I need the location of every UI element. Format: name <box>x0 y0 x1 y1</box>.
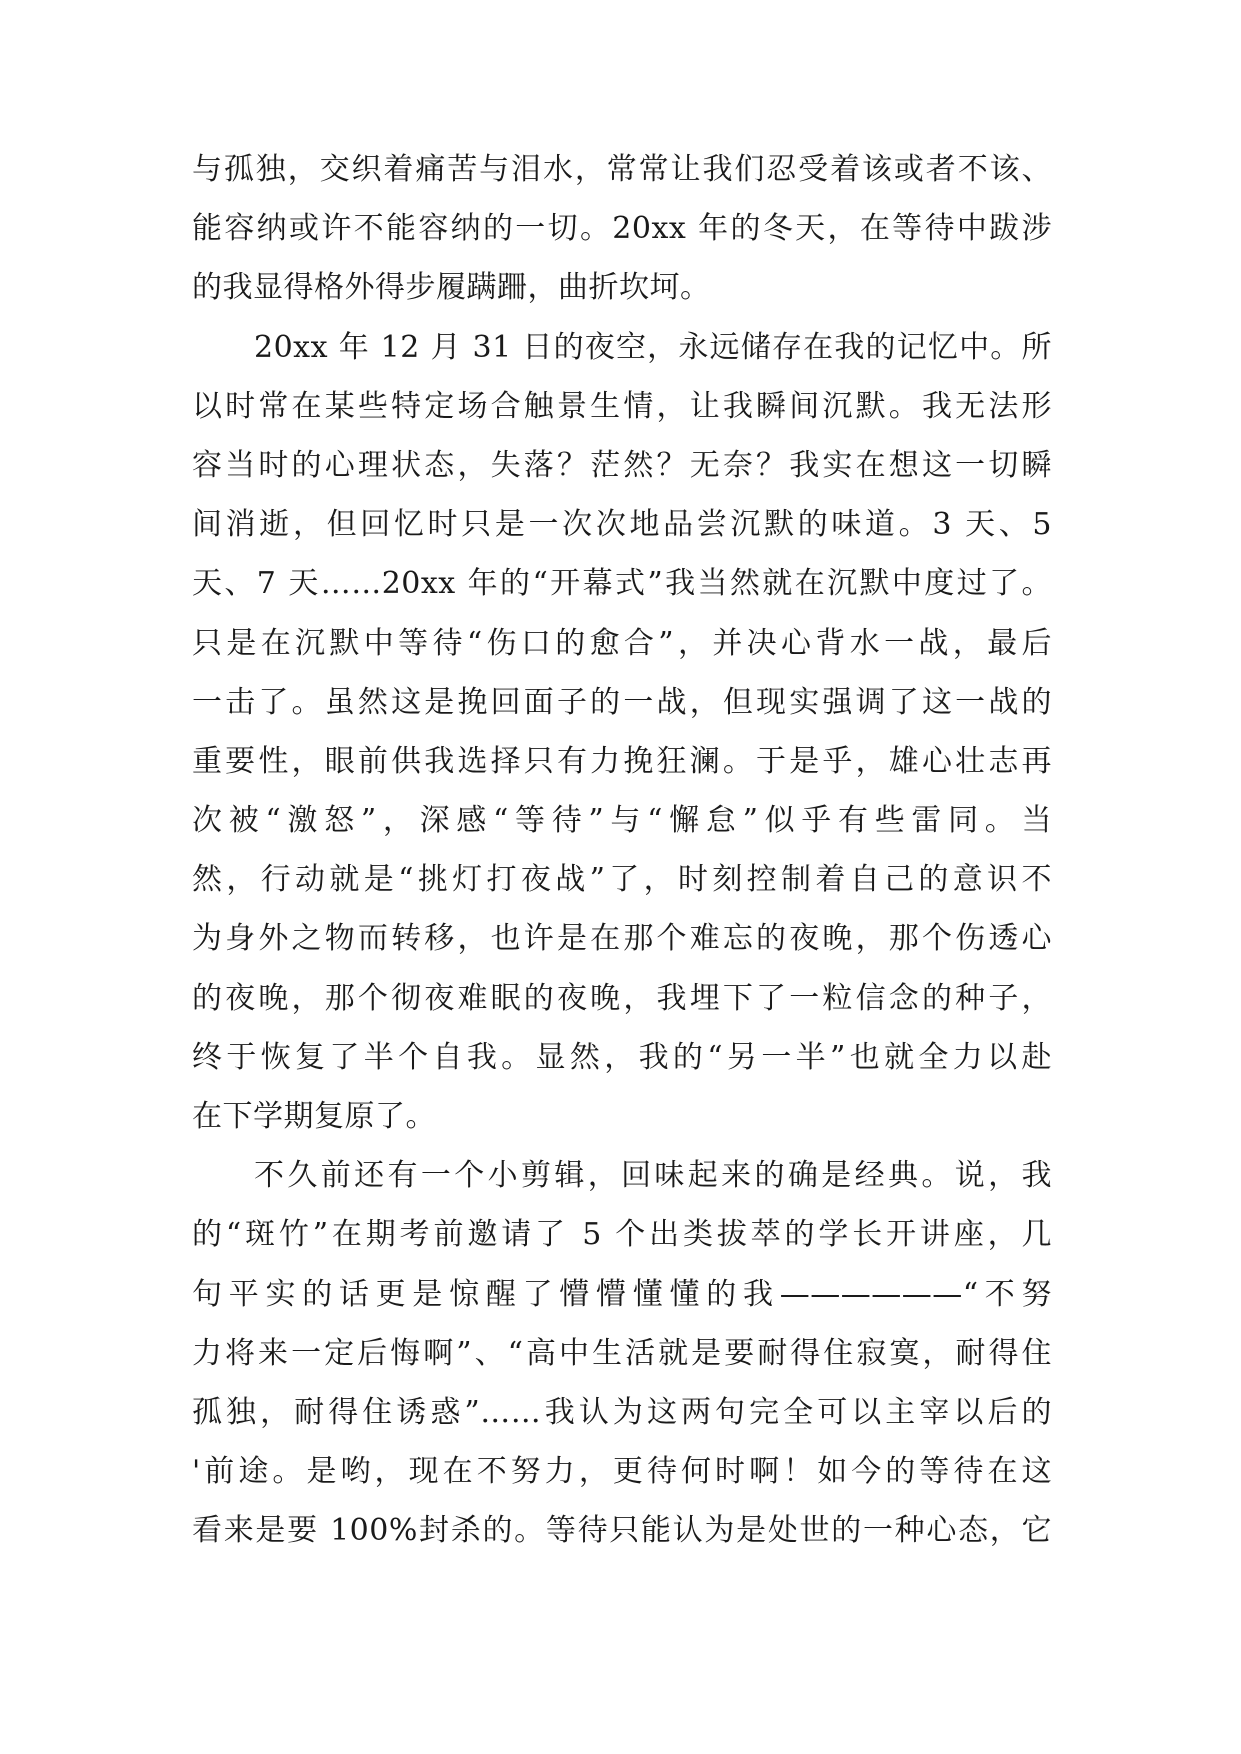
text-line: 孤独，耐得住诱惑”……我认为这两句完全可以主宰以后的 <box>192 1394 1052 1430</box>
paragraph-3 <box>192 1146 1052 1560</box>
text-line: 在下学期复原了。 <box>192 1099 436 1134</box>
text-line: 为身外之物而转移，也许是在那个难忘的夜晚，那个伤透心 <box>192 921 1052 957</box>
text-line: 20xx 年 12 月 31 日的夜空，永远储存在我的记忆中。所 <box>254 329 1052 365</box>
text-line: 看来是要 100%封杀的。等待只能认为是处世的一种心态，它 <box>192 1513 1052 1549</box>
text-line: 的“斑竹”在期考前邀请了 5 个出类拔萃的学长开讲座，几 <box>192 1217 1052 1253</box>
text-line: '前途。是哟，现在不努力，更待何时啊！如今的等待在这 <box>192 1454 1052 1490</box>
text-line: 一击了。虽然这是挽回面子的一战，但现实强调了这一战的 <box>192 684 1052 720</box>
text-line: 终于恢复了半个自我。显然，我的“另一半”也就全力以赴 <box>192 1039 1052 1075</box>
text-line: 容当时的心理状态，失落？茫然？无奈？我实在想这一切瞬 <box>192 447 1052 483</box>
text-line: 能容纳或许不能容纳的一切。20xx 年的冬天，在等待中跋涉 <box>192 211 1052 247</box>
text-line: 次被“激怒”，深感“等待”与“懈怠”似乎有些雷同。当 <box>192 803 1052 839</box>
paragraph-2 <box>192 318 1052 1147</box>
text-line: 力将来一定后悔啊”、“高中生活就是要耐得住寂寞，耐得住 <box>192 1335 1052 1371</box>
text-line: 天、7 天……20xx 年的“开幕式”我当然就在沉默中度过了。 <box>192 566 1052 602</box>
text-line: 以时常在某些特定场合触景生情，让我瞬间沉默。我无法形 <box>192 388 1052 424</box>
text-line: 的夜晚，那个彻夜难眠的夜晚，我埋下了一粒信念的种子， <box>192 980 1052 1016</box>
document-page <box>192 140 1052 1561</box>
text-line: 的我显得格外得步履蹒跚，曲折坎坷。 <box>192 270 711 306</box>
text-line: 然，行动就是“挑灯打夜战”了，时刻控制着自己的意识不 <box>192 862 1052 898</box>
text-line: 句平实的话更是惊醒了懵懵懂懂的我——————“不努 <box>192 1276 1052 1312</box>
text-line: 只是在沉默中等待“伤口的愈合”，并决心背水一战，最后 <box>192 625 1052 661</box>
text-line: 与孤独，交织着痛苦与泪水，常常让我们忍受着该或者不该、 <box>192 152 1052 187</box>
text-line: 间消逝，但回忆时只是一次次地品尝沉默的味道。3 天、5 <box>192 507 1052 543</box>
text-line: 重要性，眼前供我选择只有力挽狂澜。于是乎，雄心壮志再 <box>192 743 1052 779</box>
text-line: 不久前还有一个小剪辑，回味起来的确是经典。说，我 <box>254 1158 1052 1194</box>
paragraph-1 <box>192 140 1052 318</box>
